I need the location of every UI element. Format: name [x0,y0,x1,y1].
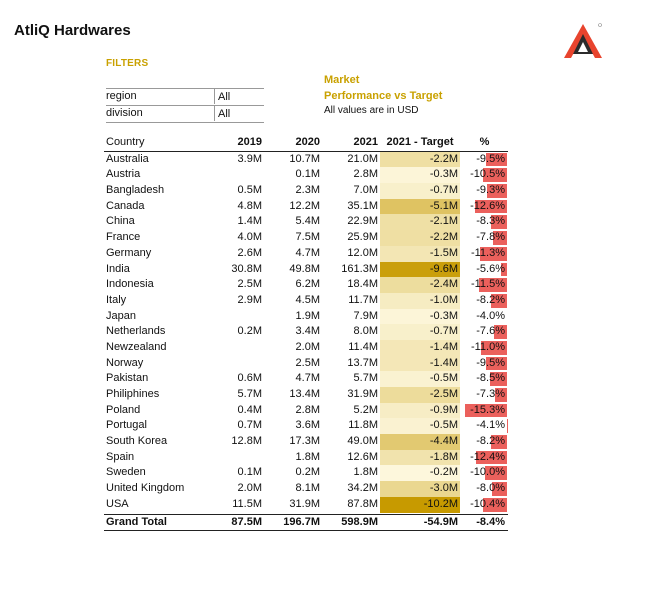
report-title-line2: Performance vs Target [324,90,443,102]
table-row[interactable] [104,214,508,230]
report-title [324,72,442,104]
percent-cell [462,293,507,309]
country-cell: France [106,231,141,244]
country-cell: Newzealand [106,340,167,353]
percent-value: -11.0% [470,340,505,353]
percent-value: -5.6% [476,262,505,275]
value-2021-cell: 21.0M [347,152,378,165]
header-2020[interactable]: 2020 [295,136,320,148]
table-row[interactable] [104,481,508,497]
percent-cell [462,465,507,481]
table-row[interactable] [104,465,508,481]
value-2020-cell: 12.2M [289,199,320,212]
percent-cell [462,246,507,262]
total-2019: 87.5M [231,515,262,528]
country-cell: Sweden [106,466,146,479]
value-2021-cell: 2.8M [353,168,378,181]
table-row[interactable] [104,152,508,168]
header-2019[interactable]: 2019 [237,136,262,148]
value-2020-cell: 4.5M [295,293,320,306]
country-cell: Australia [106,152,149,165]
percent-cell [462,356,507,372]
percent-cell [462,324,507,340]
percent-value: -7.3% [476,388,505,400]
table-row[interactable] [104,277,508,293]
total-target: -54.9M [423,515,458,528]
percent-value: -4.1% [476,419,505,432]
header-2021-target[interactable]: 2021 - Target [386,136,454,148]
percent-value: -8.2% [476,435,505,448]
country-cell: Netherlands [106,325,166,338]
percent-value: -9.3% [476,184,505,197]
value-2020-cell: 5.4M [295,215,320,228]
target-diff-cell: -3.0M [380,481,460,497]
country-cell: Germany [106,246,152,259]
target-diff-cell: -9.6M [380,262,460,278]
value-2019-cell: 11.5M [232,497,262,510]
value-2019-cell [212,340,262,356]
target-diff-cell: -1.0M [380,293,460,309]
percent-cell [462,434,507,450]
value-2019-cell: 2.6M [237,246,262,259]
percent-cell [462,371,507,387]
value-2019-cell: 2.5M [237,278,262,291]
target-diff-cell: -0.3M [380,309,460,325]
value-2019-cell [212,309,262,325]
total-2020: 196.7M [283,515,320,528]
value-2020-cell: 3.4M [295,325,320,338]
value-2021-cell: 161.3M [341,262,378,275]
value-2021-cell: 22.9M [347,215,378,228]
header-2021[interactable]: 2021 [353,136,378,148]
percent-cell [462,199,507,215]
value-2019-cell: 2.9M [237,293,262,306]
percent-value: -10.5% [470,168,505,181]
country-cell: Indonesia [106,278,154,291]
value-2020-cell: 10.7M [289,152,320,165]
filter-key: division [106,107,143,119]
value-2020-cell: 13.4M [289,388,320,400]
target-diff-cell: -10.2M [380,497,460,513]
percent-cell [462,230,507,246]
value-2019-cell: 1.4M [237,215,262,228]
percent-cell [462,418,507,434]
target-diff-cell: -1.4M [380,356,460,372]
percent-value: -11.3% [470,246,505,259]
total-2021: 598.9M [341,515,378,528]
percent-cell [462,387,507,403]
value-2021-cell: 5.2M [353,403,378,416]
target-diff-cell: -4.4M [380,434,460,450]
table-row[interactable] [104,199,508,215]
target-diff-cell: -1.5M [380,246,460,262]
country-cell: USA [106,497,129,510]
target-diff-cell: -0.9M [380,403,460,419]
table-row[interactable] [104,167,508,183]
percent-value: -15.3% [470,403,505,416]
country-cell: United Kingdom [106,482,185,495]
percent-cell [462,497,507,513]
table-row[interactable] [104,418,508,434]
market-performance-table [104,135,508,531]
table-header-row [104,135,508,152]
value-2021-cell: 7.9M [353,309,378,322]
value-2021-cell: 49.0M [347,435,378,448]
value-2020-cell: 2.8M [295,403,320,416]
country-cell: China [106,215,135,228]
target-diff-cell: -0.7M [380,183,460,199]
country-cell: Canada [106,199,145,212]
percent-value: -9.5% [476,152,505,165]
grand-total-row [104,514,508,532]
table-row[interactable] [104,356,508,372]
filter-panel [106,88,264,123]
percent-cell [462,167,507,183]
value-2019-cell: 0.6M [237,372,262,385]
value-2021-cell: 11.7M [348,293,378,306]
value-2019-cell: 4.8M [237,199,262,212]
percent-cell [462,450,507,466]
filter-row-division[interactable] [106,105,264,123]
table-row[interactable] [104,183,508,199]
value-2019-cell: 0.1M [237,466,262,479]
value-2021-cell: 12.6M [347,450,378,463]
value-2021-cell: 31.9M [347,388,378,400]
atliq-logo-icon [562,22,604,60]
country-cell: Austria [106,168,141,181]
value-2020-cell: 7.5M [295,231,320,244]
target-diff-cell: -0.3M [380,167,460,183]
country-cell: Philiphines [106,388,160,400]
table-row[interactable] [104,324,508,340]
country-cell: Bangladesh [106,184,165,197]
value-2020-cell: 8.1M [295,482,320,495]
percent-cell [462,262,507,278]
value-2019-cell: 0.7M [237,419,262,432]
header-percent[interactable]: % [479,136,490,148]
target-diff-cell: -1.8M [380,450,460,466]
value-2020-cell: 49.8M [289,262,320,275]
value-2020-cell: 31.9M [289,497,320,510]
total-percent: -8.4% [476,515,505,528]
target-diff-cell: -2.5M [380,387,460,403]
app-title: AtliQ Hardwares [14,22,131,39]
percent-cell [462,403,507,419]
filter-key: region [106,90,137,102]
percent-value: -7.6% [476,325,505,338]
value-2019-cell: 2.0M [237,482,262,495]
report-note: All values are in USD [324,105,419,116]
table-row[interactable] [104,403,508,419]
percent-value: -10.0% [470,466,505,479]
report-title-line1: Market [324,74,360,86]
percent-value: -8.3% [476,215,505,228]
target-diff-cell: -2.1M [380,214,460,230]
value-2021-cell: 11.4M [348,340,378,353]
percent-cell [462,309,507,325]
value-2021-cell: 1.8M [353,466,378,479]
value-2021-cell: 8.0M [353,325,378,338]
value-2019-cell: 0.2M [237,325,262,338]
percent-value: -12.6% [470,199,505,212]
percent-value: -4.0% [476,309,505,322]
table-row[interactable] [104,293,508,309]
value-2020-cell: 0.2M [295,466,320,479]
value-2020-cell: 2.3M [295,184,320,197]
table-row[interactable] [104,309,508,325]
percent-value: -8.2% [476,293,505,306]
value-2019-cell [212,356,262,372]
value-2019-cell: 30.8M [231,262,262,275]
filter-row-region[interactable] [106,88,264,105]
table-row[interactable] [104,340,508,356]
value-2019-cell: 12.8M [231,435,262,448]
value-2020-cell: 0.1M [295,168,320,181]
filter-value[interactable]: All [214,106,230,121]
value-2020-cell: 2.5M [295,356,320,369]
target-diff-cell: -2.4M [380,277,460,293]
value-2021-cell: 87.8M [347,497,378,510]
value-2021-cell: 11.8M [348,419,378,432]
table-row[interactable] [104,434,508,450]
country-cell: Poland [106,403,141,416]
table-row[interactable] [104,497,508,513]
header-country[interactable]: Country [106,136,145,148]
value-2019-cell: 3.9M [237,152,262,165]
percent-value: -7.8% [476,231,505,244]
country-cell: Norway [106,356,144,369]
percent-value: -8.5% [476,372,505,385]
value-2019-cell [212,450,262,466]
target-diff-cell: -0.7M [380,324,460,340]
country-cell: Italy [106,293,127,306]
target-diff-cell: -1.4M [380,340,460,356]
value-2021-cell: 13.7M [347,356,378,369]
value-2020-cell: 17.3M [289,435,320,448]
table-row[interactable] [104,262,508,278]
target-diff-cell: -5.1M [380,199,460,215]
country-cell: India [106,262,130,275]
target-diff-cell: -2.2M [380,152,460,168]
value-2020-cell: 1.9M [295,309,320,322]
percent-value: -9.5% [476,356,505,369]
country-cell: Japan [106,309,136,322]
table-row[interactable] [104,230,508,246]
value-2019-cell: 5.7M [237,388,262,400]
target-diff-cell: -0.5M [380,418,460,434]
value-2021-cell: 18.4M [347,278,378,291]
value-2020-cell: 4.7M [295,246,320,259]
value-2021-cell: 34.2M [347,482,378,495]
value-2020-cell: 3.6M [295,419,320,432]
value-2021-cell: 35.1M [347,199,378,212]
percent-cell [462,481,507,497]
table-row[interactable] [104,387,508,403]
percent-value: -10.4% [470,497,505,510]
percent-value: -11.5% [470,278,505,291]
target-diff-cell: -0.5M [380,371,460,387]
country-cell: Portugal [106,419,147,432]
target-diff-cell: -0.2M [380,465,460,481]
value-2020-cell: 1.8M [295,450,320,463]
filters-label: FILTERS [106,58,149,69]
value-2021-cell: 25.9M [347,231,378,244]
percent-cell [462,277,507,293]
value-2019-cell [212,167,262,183]
value-2019-cell: 4.0M [237,231,262,244]
value-2019-cell: 0.4M [237,403,262,416]
country-cell: Spain [106,450,135,463]
table-row[interactable] [104,371,508,387]
value-2021-cell: 12.0M [347,246,378,259]
target-diff-cell: -2.2M [380,230,460,246]
value-2020-cell: 2.0M [295,340,320,353]
value-2021-cell: 7.0M [353,184,378,197]
value-2019-cell: 0.5M [237,184,262,197]
percent-value: -12.4% [470,450,505,463]
value-2020-cell: 6.2M [295,278,320,291]
country-cell: South Korea [106,435,168,448]
filter-value[interactable]: All [214,89,230,104]
percent-cell [462,152,507,168]
total-label: Grand Total [106,515,167,528]
table-row[interactable] [104,246,508,262]
percent-value: -8.0% [476,482,505,495]
percent-cell [462,183,507,199]
country-cell: Pakistan [106,372,149,385]
value-2020-cell: 4.7M [295,372,320,385]
table-row[interactable] [104,450,508,466]
percent-cell [462,340,507,356]
value-2021-cell: 5.7M [353,372,378,385]
percent-cell [462,214,507,230]
